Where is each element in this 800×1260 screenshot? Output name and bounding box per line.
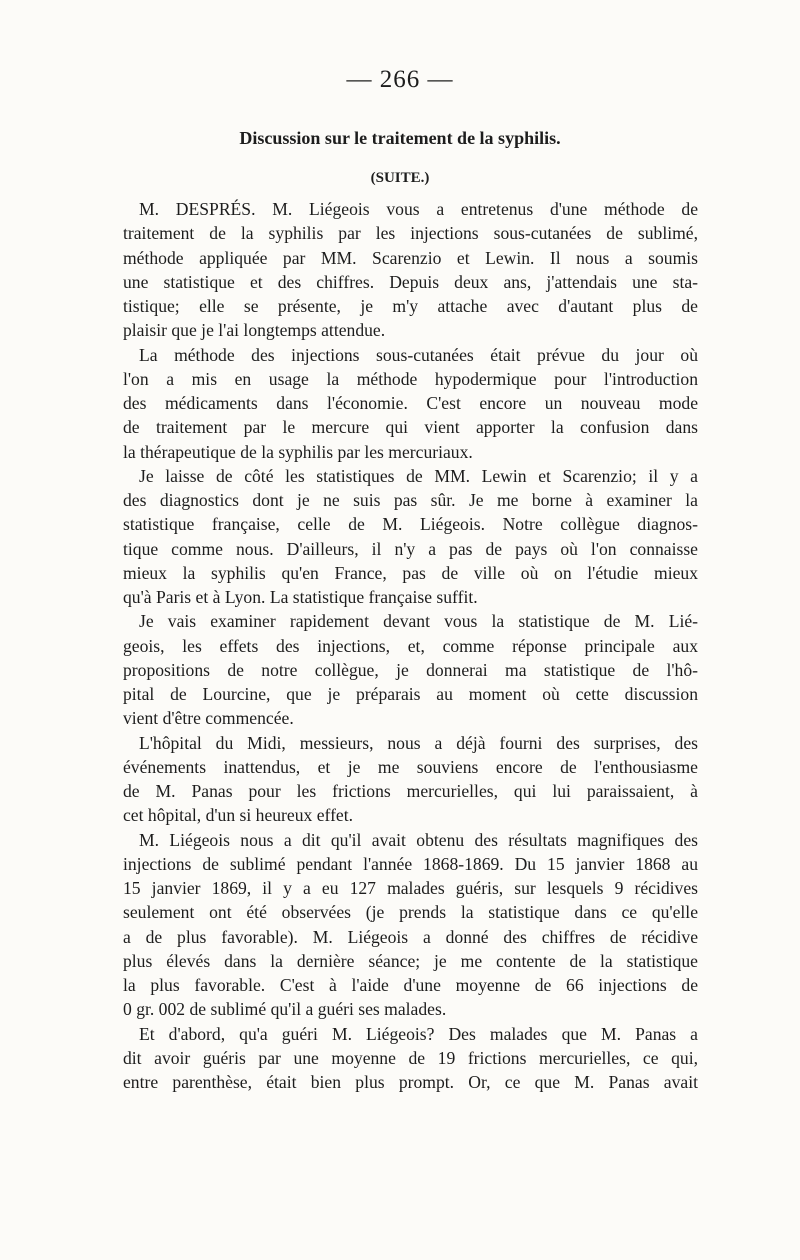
text-line: une statistique et des chiffres. Depuis deux ans, j'attendais une sta- bbox=[123, 271, 698, 292]
text-line: événements inattendus, et je me souviens encore de l'enthousiasme bbox=[123, 756, 698, 777]
text-line: pital de Lourcine, que je préparais au moment où cette discussion bbox=[123, 684, 698, 704]
text-line: qu'à Paris et à Lyon. La statistique française suffit. bbox=[123, 587, 478, 607]
text-line: traitement de la syphilis par les injections sous-cutanées de sublimé, bbox=[123, 223, 698, 244]
paragraph bbox=[123, 731, 698, 828]
text-line: l'on a mis en usage la méthode hypodermique pour l'introduction bbox=[123, 368, 698, 389]
text-line: seulement ont été observées (je prends la statistique dans ce qu'elle bbox=[123, 902, 698, 923]
text-line: plus élevés dans la dernière séance; je me contente de la statistique bbox=[123, 950, 698, 971]
text-line: des diagnostics dont je ne suis pas sûr. Je me borne à examiner la bbox=[123, 490, 698, 510]
text-line: Et d'abord, qu'a guéri M. Liégeois? Des malades que M. Panas a bbox=[139, 1023, 698, 1044]
text-line: Je laisse de côté les statistiques de MM. Lewin et Scarenzio; il y a bbox=[139, 465, 698, 486]
paragraph bbox=[123, 609, 698, 730]
paragraph bbox=[123, 464, 698, 610]
text-line: injections de sublimé pendant l'année 1868-1869. Du 15 janvier 1868 au bbox=[123, 853, 698, 874]
paragraph bbox=[123, 197, 698, 343]
text-line: M. Liégeois nous a dit qu'il avait obtenu des résultats magnifiques des bbox=[139, 829, 698, 850]
text-line: de M. Panas pour les frictions mercurielles, qui lui paraissaient, à bbox=[123, 781, 698, 801]
text-line: cet hôpital, d'un si heureux effet. bbox=[123, 805, 354, 826]
paragraph bbox=[123, 828, 698, 1022]
text-line: tique comme nous. D'ailleurs, il n'y a pas de pays où l'on connaisse bbox=[123, 538, 698, 559]
paragraph bbox=[123, 343, 698, 464]
text-line: La méthode des injections sous-cutanées était prévue du jour où bbox=[139, 344, 698, 365]
page-number: — 266 — bbox=[346, 66, 454, 93]
text-line: Je vais examiner rapidement devant vous la statistique de M. Lié- bbox=[139, 611, 698, 632]
text-line: entre parenthèse, était bien plus prompt. Or, ce que M. Panas avait bbox=[123, 1072, 698, 1092]
text-line: a de plus favorable). M. Liégeois a donné des chiffres de récidive bbox=[123, 926, 698, 947]
text-line: de traitement par le mercure qui vient apporter la confusion dans bbox=[123, 417, 698, 438]
body-text bbox=[123, 197, 698, 1094]
text-line: mieux la syphilis qu'en France, pas de ville où on l'étudie mieux bbox=[123, 562, 698, 583]
text-line: 0 gr. 002 de sublimé qu'il a guéri ses malades. bbox=[123, 999, 447, 1020]
section-heading: Discussion sur le traitement de la syphilis. bbox=[239, 128, 561, 148]
text-line: des médicaments dans l'économie. C'est encore un nouveau mode bbox=[123, 393, 698, 413]
text-line: méthode appliquée par MM. Scarenzio et Lewin. Il nous a soumis bbox=[123, 247, 698, 268]
text-line: geois, les effets des injections, et, comme réponse principale aux bbox=[123, 635, 698, 656]
text-line: L'hôpital du Midi, messieurs, nous a déjà fourni des surprises, des bbox=[139, 732, 698, 753]
text-line: la plus favorable. C'est à l'aide d'une moyenne de 66 injections de bbox=[123, 975, 698, 995]
text-line: 15 janvier 1869, il y a eu 127 malades guéris, sur lesquels 9 récidives bbox=[123, 878, 698, 898]
paragraph bbox=[123, 1022, 698, 1095]
text-line: la thérapeutique de la syphilis par les mercuriaux. bbox=[123, 441, 473, 462]
text-line: M. DESPRÉS. M. Liégeois vous a entretenus d'une méthode de bbox=[139, 199, 698, 219]
text-line: dit avoir guéris par une moyenne de 19 frictions mercurielles, ce qui, bbox=[123, 1047, 698, 1068]
text-line: statistique française, celle de M. Liégeois. Notre collègue diagnos- bbox=[123, 514, 698, 535]
text-line: plaisir que je l'ai longtemps attendue. bbox=[123, 320, 386, 341]
text-line: tistique; elle se présente, je m'y attache avec d'autant plus de bbox=[123, 296, 698, 316]
text-line: propositions de notre collègue, je donnerai ma statistique de l'hô- bbox=[123, 659, 698, 680]
section-subheading: (SUITE.) bbox=[370, 170, 430, 186]
text-line: vient d'être commencée. bbox=[123, 708, 294, 729]
